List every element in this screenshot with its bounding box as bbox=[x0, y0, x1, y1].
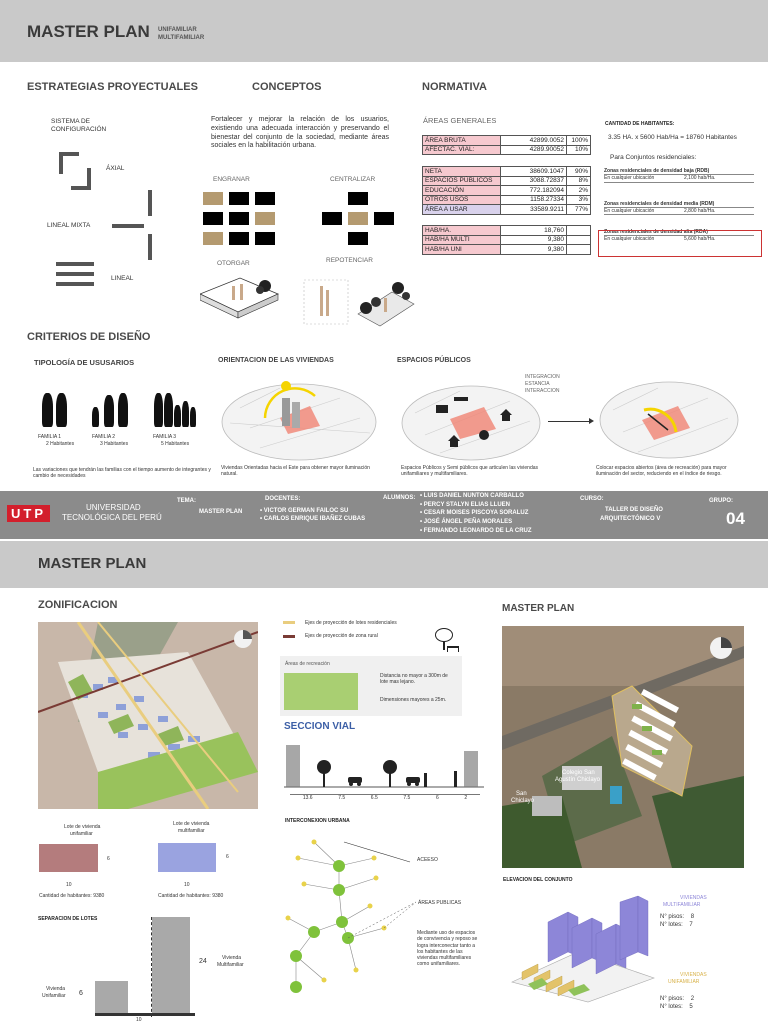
zona-title: Zonas residenciales de densidad alta (RDA) bbox=[604, 229, 754, 236]
grupo-label: GRUPO: bbox=[709, 498, 733, 504]
interaccion-label: INTERACCION bbox=[525, 388, 560, 394]
map-label-1: Colegio San bbox=[562, 770, 595, 776]
arrow-head-icon bbox=[589, 418, 594, 424]
lote-uni-dim-w: 10 bbox=[66, 882, 72, 888]
universidad-line-1: UNIVERSIDAD bbox=[86, 503, 141, 512]
table-cell: ÁREA A USAR bbox=[423, 205, 501, 215]
orientacion-title: ORIENTACION DE LAS VIVIENDAS bbox=[218, 357, 334, 364]
sistema-label: SISTEMA DE CONFIGURACIÓN bbox=[51, 118, 107, 134]
uni-pisos: N° pisos: 2 bbox=[660, 996, 695, 1002]
table-row bbox=[423, 186, 591, 196]
familia-1-label: FAMILIA 1 bbox=[38, 434, 62, 440]
zona-row: En cualquier ubicación bbox=[604, 175, 655, 182]
familia-2-icon bbox=[92, 393, 132, 427]
dim-label: 7.5 bbox=[338, 795, 346, 801]
centralizar-label: CENTRALIZAR bbox=[330, 176, 376, 183]
viv-uni-elev-2: UNIFAMILIAR bbox=[668, 979, 700, 985]
separacion-multi-block bbox=[152, 917, 190, 1013]
multi-pisos: N° pisos: 8 bbox=[660, 914, 695, 920]
colocar-diagram bbox=[598, 380, 740, 462]
page-subtitle-1: UNIFAMILIAR bbox=[158, 27, 197, 33]
lote-multi-dim-h: 6 bbox=[226, 854, 229, 860]
separacion-dash bbox=[151, 917, 152, 1017]
multi-lotes: N° lotes: 7 bbox=[660, 922, 693, 928]
estrategias-title: ESTRATEGIAS PROYECTUALES bbox=[27, 81, 198, 93]
table-cell: 2% bbox=[567, 186, 591, 196]
table-cell: 772.182094 bbox=[501, 186, 567, 196]
alumnos-label: ALUMNOS: bbox=[383, 495, 416, 501]
habitantes-table bbox=[422, 225, 591, 255]
cantidad-title: CANTIDAD DE HABITANTES: bbox=[605, 121, 675, 127]
table-cell: AFECTAC. VIAL: bbox=[423, 145, 501, 155]
zona-title: Zonas residenciales de densidad media (RDM) bbox=[604, 201, 754, 208]
legend-lotes-swatch bbox=[283, 621, 295, 624]
viv-multi-label-2: Multifamiliar bbox=[217, 962, 244, 968]
table-cell: 3% bbox=[567, 195, 591, 205]
table-row bbox=[423, 195, 591, 205]
zona-row: En cualquier ubicación bbox=[604, 207, 655, 214]
table-cell: 77% bbox=[567, 205, 591, 215]
familia-1-icon bbox=[40, 393, 70, 427]
dim-label: 13.6 bbox=[302, 795, 313, 801]
sep-24: 24 bbox=[199, 958, 207, 965]
table-cell: 18,760 bbox=[501, 226, 567, 236]
elevacion-diagram bbox=[508, 892, 658, 1004]
table-cell: HAB/HA. bbox=[423, 226, 501, 236]
legend-lotes-label: Ejes de proyección de lotes residenciales bbox=[305, 620, 397, 626]
cantidad-multi: Cantidad de habitantes: 9380 bbox=[158, 893, 224, 899]
table-cell: EDUCACIÓN bbox=[423, 186, 501, 196]
list-item: • PERCY STALYN ELIAS LLUEN bbox=[420, 501, 511, 508]
zonificacion-map bbox=[38, 622, 258, 809]
viv-multi-elev-1: VIVIENDAS bbox=[680, 895, 707, 901]
elevacion-title: ELEVACION DEL CONJUNTO bbox=[503, 877, 573, 883]
table-cell: HAB/HA MULTI bbox=[423, 235, 501, 245]
interconexion-text: Mediante uso de espacios de convivencia y reposo se logra interconectar tanto a los habitantes de las viviendas multifamiliares como unifamiliares. bbox=[417, 930, 478, 968]
colocar-note: Colocar espacios abiertos (área de recreación) para mayor iluminación del sector, reduciendo en el índice de riesgo. bbox=[596, 465, 727, 478]
familia-2-label: FAMILIA 2 bbox=[92, 434, 116, 440]
table-row bbox=[423, 167, 591, 177]
zona-value: 2,100 hab/Ha. bbox=[684, 175, 716, 182]
list-item: • LUIS DANIEL NUNTON CARBALLO bbox=[420, 493, 524, 499]
lote-multi-label-2: multifamiliar bbox=[178, 828, 205, 834]
curso-label: CURSO: bbox=[580, 496, 604, 502]
integracion-label: INTEGRACION bbox=[525, 374, 560, 380]
conceptos-title: CONCEPTOS bbox=[252, 81, 322, 93]
tipologia-title: TIPOLOGÍA DE USUSARIOS bbox=[34, 358, 135, 367]
legend-rural-label: Ejes de proyección de zona rural bbox=[305, 633, 378, 639]
lote-multi-label-1: Lote de vivienda bbox=[173, 821, 210, 827]
lote-uni-label-1: Lote de vivienda bbox=[64, 824, 101, 830]
viv-uni-label-2: Unifamiliar bbox=[42, 993, 66, 999]
lineal-label: LINEAL bbox=[111, 275, 134, 282]
table-row bbox=[423, 136, 591, 146]
map-label-3: San bbox=[516, 791, 527, 797]
familia-3-icon bbox=[154, 393, 198, 427]
lineal-mixta-label: LINEAL MIXTA bbox=[47, 222, 91, 229]
table-cell: ESPACIOS PÚBLICOS bbox=[423, 176, 501, 186]
interconexion-diagram bbox=[284, 832, 424, 1002]
lote-uni-label-2: unifamiliar bbox=[70, 831, 93, 837]
seccion-vial-diagram bbox=[284, 741, 484, 791]
arrow-icon bbox=[548, 421, 592, 422]
table-cell: ÁREA BRUTA bbox=[423, 136, 501, 146]
dim-label: 2 bbox=[464, 795, 468, 801]
tema-label: TEMA: bbox=[177, 498, 196, 504]
table-row bbox=[423, 245, 591, 255]
espacios-diagram bbox=[400, 383, 542, 463]
otorgar-label: OTORGAR bbox=[217, 260, 250, 267]
table-cell: 9,380 bbox=[501, 235, 567, 245]
centralizar-diagram bbox=[322, 192, 394, 247]
dim-label: 6.5 bbox=[370, 795, 378, 801]
zona-title: Zonas residenciales de densidad baja (RDB) bbox=[604, 168, 754, 175]
docentes-label: DOCENTES: bbox=[265, 496, 301, 502]
familia-1-hab: 2 Habitantes bbox=[46, 441, 75, 447]
cantidad-calc: 3.35 HA. x 5600 Hab/Ha = 18760 Habitantes bbox=[608, 134, 737, 141]
acceso-label: ACEESO bbox=[417, 857, 438, 863]
alumnos-list bbox=[420, 492, 570, 535]
lineal-icon bbox=[56, 262, 96, 288]
table-cell: HAB/HA UNI bbox=[423, 245, 501, 255]
viv-uni-elev-1: VIVIENDAS bbox=[680, 972, 707, 978]
areas-table-2 bbox=[422, 166, 591, 215]
interconexion-title: INTERCONEXION URBANA bbox=[285, 818, 350, 824]
map-label-2: Agustín Chiclayo bbox=[555, 777, 601, 783]
table-row bbox=[423, 145, 591, 155]
table-row bbox=[423, 226, 591, 236]
dim-label: 7.5 bbox=[403, 795, 411, 801]
lote-uni-dim-h: 6 bbox=[107, 856, 110, 862]
familia-3-hab: 5 Habitantes bbox=[161, 441, 190, 447]
page-subtitle-2: MULTIFAMILIAR bbox=[158, 35, 205, 41]
table-cell: NETA bbox=[423, 167, 501, 177]
list-item: • JOSÉ ÁNGEL PEÑA MORALES bbox=[420, 519, 513, 526]
footer-bar bbox=[0, 491, 768, 539]
lineal-mixta-icon bbox=[112, 190, 157, 262]
conceptos-text: Fortalecer y mejorar la relación de los usuarios, existiendo una adecuada interacción y preservando el bienestar del conjunto de la sociedad, mediante áreas sociales en la habilitación urbana. bbox=[211, 116, 389, 150]
tema-value: MASTER PLAN bbox=[199, 509, 243, 515]
tipologia-note: Las variaciones que tendrán las familias con el tiempo aumento de integrantes y cambio de necesidades bbox=[33, 467, 211, 480]
table-cell: 42899.0052 bbox=[501, 136, 567, 146]
espacios-title: ESPACIOS PÚBLICOS bbox=[397, 357, 471, 364]
curso-line-1: TALLER DE DISEÑO bbox=[605, 507, 663, 513]
page-title: MASTER PLAN bbox=[27, 22, 150, 41]
table-row bbox=[423, 205, 591, 215]
familia-2-hab: 3 Habitantes bbox=[100, 441, 129, 447]
separacion-ground bbox=[95, 1013, 195, 1016]
curso-line-2: ARQUITECTÓNICO V bbox=[600, 516, 661, 522]
areas-table-1 bbox=[422, 135, 591, 155]
viv-multi-elev-2: MULTIFAMILIAR bbox=[663, 902, 701, 908]
list-item: • VICTOR GERMAN FAILOC SU bbox=[260, 508, 349, 514]
dim-label: 6 bbox=[435, 795, 439, 801]
master-plan-satellite bbox=[502, 626, 744, 868]
zona-value: 5,600 hab/Ha. bbox=[684, 236, 716, 243]
master-plan-label: MASTER PLAN bbox=[502, 603, 575, 614]
areas-recreacion-label: Áreas de recreación bbox=[285, 661, 330, 667]
repotenciar-illustration bbox=[302, 276, 417, 328]
criterios-title: CRITERIOS DE DISEÑO bbox=[27, 331, 151, 343]
uni-lotes: N° lotes: 5 bbox=[660, 1004, 693, 1010]
engranar-label: ENGRANAR bbox=[213, 176, 250, 183]
sep-10: 10 bbox=[136, 1017, 142, 1023]
table-cell: 3088.72837 bbox=[501, 176, 567, 186]
docentes-list bbox=[260, 507, 370, 523]
cantidad-uni: Cantidad de habitantes: 9380 bbox=[39, 893, 105, 899]
axial-icon bbox=[55, 152, 95, 190]
areas-generales-label: ÁREAS GENERALES bbox=[423, 116, 497, 125]
repotenciar-label: REPOTENCIAR bbox=[326, 257, 373, 264]
orientacion-note: Viviendas Orientadas hacia el Este para obtener mayor iluminación natural. bbox=[221, 465, 370, 478]
orientacion-diagram bbox=[220, 378, 378, 462]
zona-value: 2,800 hab/Ha. bbox=[684, 207, 716, 214]
familia-3-label: FAMILIA 3 bbox=[153, 434, 177, 440]
table-cell: 9,380 bbox=[501, 245, 567, 255]
zona-highlight-box bbox=[598, 230, 762, 257]
viv-uni-label-1: Vivienda bbox=[46, 986, 66, 992]
list-item: • CARLOS ENRIQUE IBAÑEZ CUBAS bbox=[260, 516, 366, 523]
otorgar-illustration bbox=[200, 272, 280, 327]
utp-logo-text: UTP bbox=[7, 505, 50, 522]
conjuntos-label: Para Conjuntos residenciales: bbox=[610, 154, 697, 161]
separacion-uni-block bbox=[95, 981, 128, 1013]
table-cell: 10% bbox=[567, 145, 591, 155]
espacios-note: Espacios Públicos y Semi públicos que articulen las viviendas unifamiliares y multifamiliares. bbox=[401, 465, 539, 478]
areas-publicas-label: ÁREAS PUBLICAS bbox=[418, 900, 462, 906]
tree-bench-icon bbox=[431, 628, 461, 654]
sep-6: 6 bbox=[79, 990, 83, 997]
table-cell: 4289.90052 bbox=[501, 145, 567, 155]
separacion-title: SEPARACION DE LOTES bbox=[38, 916, 98, 922]
lote-uni-swatch bbox=[39, 844, 98, 872]
table-cell: OTROS USOS bbox=[423, 195, 501, 205]
recreacion-note-2: Dimensiones mayores a 25m. bbox=[380, 697, 447, 703]
recreacion-note-1: Distancia no mayor a 300m de lote mas lejano. bbox=[380, 673, 448, 686]
normativa-title: NORMATIVA bbox=[422, 81, 487, 93]
table-cell: 33589.9211 bbox=[501, 205, 567, 215]
lote-multi-dim-w: 10 bbox=[184, 882, 190, 888]
viv-multi-label-1: Vivienda bbox=[222, 955, 242, 961]
zona-row: En cualquier ubicación bbox=[604, 236, 655, 243]
table-cell: 38609.1047 bbox=[501, 167, 567, 177]
table-cell: 1158.27334 bbox=[501, 195, 567, 205]
list-item: • FERNANDO LEONARDO DE LA CRUZ bbox=[420, 527, 532, 534]
universidad-line-2: TECNOLÓGICA DEL PERÚ bbox=[62, 513, 162, 522]
estancia-label: ESTANCIA bbox=[525, 381, 550, 387]
seccion-vial-title: SECCION VIAL bbox=[284, 721, 356, 732]
zonificacion-title: ZONIFICACION bbox=[38, 599, 118, 611]
table-cell: 8% bbox=[567, 176, 591, 186]
seccion-dims bbox=[290, 794, 480, 802]
table-cell: 90% bbox=[567, 167, 591, 177]
table-row bbox=[423, 235, 591, 245]
engranar-diagram bbox=[203, 192, 293, 247]
list-item: • CESAR MOISES PISCOYA SORALUZ bbox=[420, 510, 529, 517]
table-cell: 100% bbox=[567, 136, 591, 146]
bottom-title: MASTER PLAN bbox=[38, 555, 147, 572]
map-label-4: Chiclayo bbox=[511, 798, 535, 804]
axial-label: ÁXIAL bbox=[106, 165, 125, 172]
table-row bbox=[423, 176, 591, 186]
utp-logo bbox=[7, 505, 50, 522]
recreacion-swatch bbox=[284, 673, 358, 710]
legend-rural-swatch bbox=[283, 635, 295, 638]
lote-multi-swatch bbox=[158, 843, 216, 872]
grupo-value: 04 bbox=[726, 509, 745, 528]
